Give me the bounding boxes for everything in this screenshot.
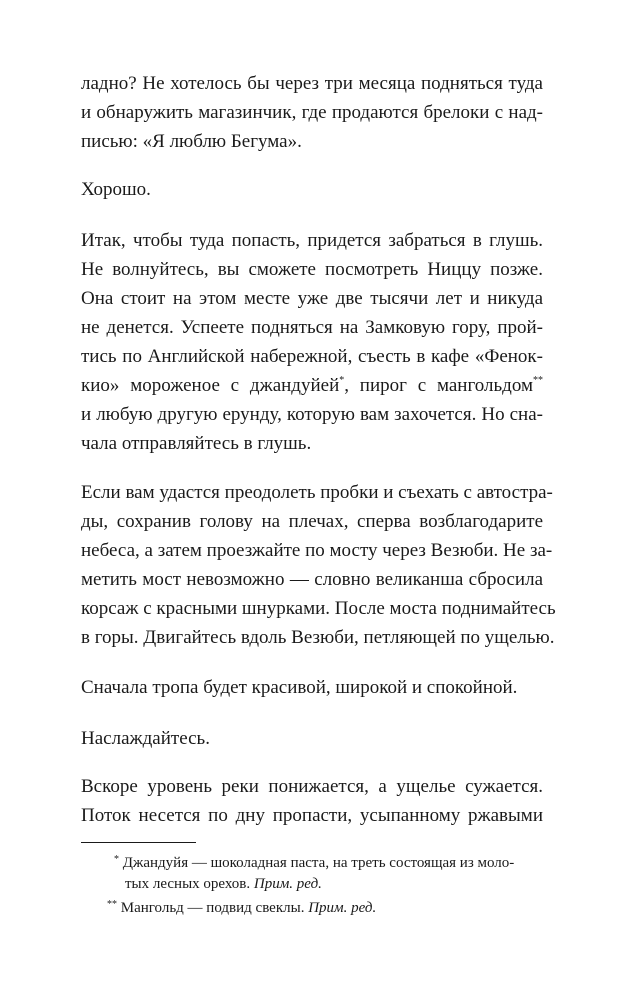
text-line: Хорошо. bbox=[81, 179, 151, 200]
footnote-text: тых лесных орехов. bbox=[125, 876, 254, 892]
text-line: в горы. Двигайтесь вдоль Везюби, петляющей по ущелью. bbox=[81, 627, 555, 648]
text-line: Если вам удастся преодолеть пробки и съехать с автостра- bbox=[81, 482, 553, 503]
text-line: небеса, а затем проезжайте по мосту через Везюби. Не за- bbox=[81, 540, 553, 561]
footnote bbox=[114, 853, 514, 873]
text-line: Вскоре уровень реки понижается, а ущелье сужается. bbox=[81, 776, 543, 797]
text-line-with-footnotes: кио» мороженое с джандуйей*, пирог с мангольдом** bbox=[81, 375, 543, 396]
text-line: Сначала тропа будет красивой, широкой и спокойной. bbox=[81, 677, 518, 698]
text-line: и обнаружить магазинчик, где продаются брелоки с над- bbox=[81, 102, 543, 123]
footnote-continuation bbox=[125, 874, 322, 894]
text-line: и любую другую ерунду, которую вам захочется. Но сна- bbox=[81, 404, 543, 425]
text-line: писью: «Я люблю Бегума». bbox=[81, 131, 302, 152]
footnote-text: Мангольд — подвид свеклы. bbox=[120, 900, 309, 916]
text-line: не денется. Успеете подняться на Замковую гору, прой- bbox=[81, 317, 543, 338]
text-line: тись по Английской набережной, съесть в кафе «Фенок- bbox=[81, 346, 543, 367]
text-line: Наслаждайтесь. bbox=[81, 728, 210, 749]
footnote-text: Джандуйя — шоколадная паста, на треть состоящая из моло- bbox=[122, 855, 515, 871]
text-line: ды, сохранив голову на плечах, сперва возблагодарите bbox=[81, 511, 543, 532]
text-line: Итак, чтобы туда попасть, придется забраться в глушь. bbox=[81, 230, 543, 251]
footnote-mark: ** bbox=[107, 899, 117, 910]
footnote-mark: * bbox=[114, 854, 119, 865]
editor-note: Прим. ред. bbox=[253, 876, 322, 892]
text-line: чала отправляйтесь в глушь. bbox=[81, 433, 312, 454]
footnote-separator bbox=[81, 842, 196, 843]
text-line: Поток несется по дну пропасти, усыпанному ржавыми bbox=[81, 805, 543, 826]
text-line: Она стоит на этом месте уже две тысячи лет и никуда bbox=[81, 288, 543, 309]
footnote bbox=[107, 898, 376, 918]
text-line: корсаж с красными шнурками. После моста поднимайтесь bbox=[81, 598, 556, 619]
footnote-reference[interactable]: * bbox=[339, 375, 345, 386]
text-line: метить мост невозможно — словно великанша сбросила bbox=[81, 569, 543, 590]
footnote-reference[interactable]: ** bbox=[533, 375, 543, 386]
text-line: Не волнуйтесь, вы сможете посмотреть Ниццу позже. bbox=[81, 259, 543, 280]
text-line: ладно? Не хотелось бы через три месяца подняться туда bbox=[81, 73, 543, 94]
editor-note: Прим. ред. bbox=[308, 900, 377, 916]
